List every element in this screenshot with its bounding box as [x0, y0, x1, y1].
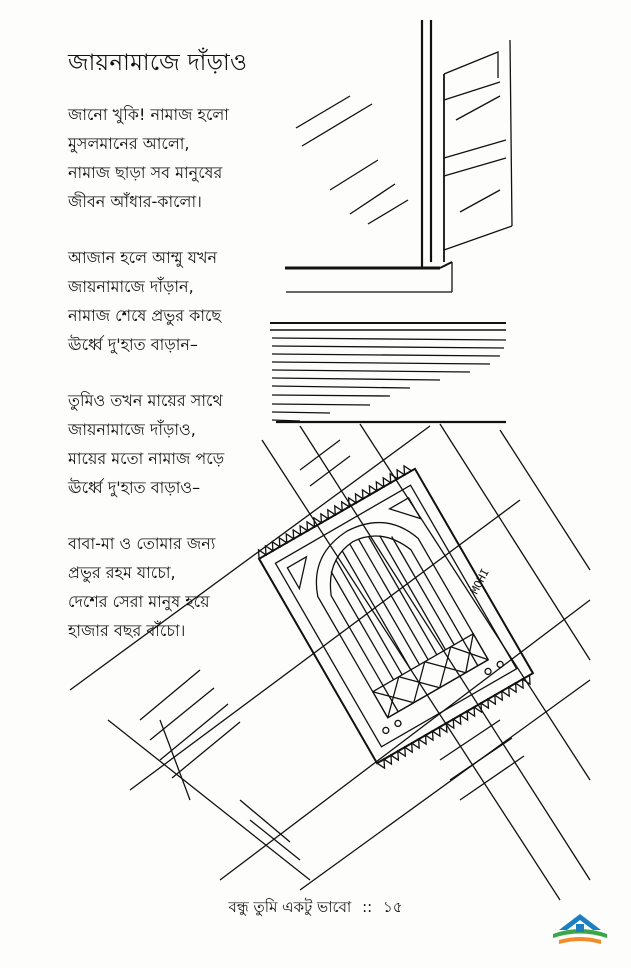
footer-separator: ::: [362, 898, 373, 916]
poem-line: দেশের সেরা মানুষ হয়ে: [68, 592, 210, 611]
poem-line: জানো খুকি! নামাজ হলো: [68, 105, 229, 124]
poem-line: বাবা-মা ও তোমার জন্য: [68, 534, 216, 553]
page-footer: [0, 896, 631, 921]
floor-planks: [270, 323, 506, 422]
poem-line: জীবন আঁধার-কালো।: [68, 192, 202, 211]
poem-line: জায়নামাজে দাঁড়াও,: [68, 420, 196, 439]
poem-line: হাজার বছর বাঁচো।: [68, 621, 186, 640]
poem-line: নামাজ শেষে প্রভুর কাছে: [68, 306, 222, 325]
poem-line: আজান হলে আম্মু যখন: [68, 248, 218, 267]
poem-line: মুসলমানের আলো,: [68, 134, 190, 153]
artist-signature: MOHI: [468, 566, 492, 597]
poem-line: মায়ের মতো নামাজ পড়ে: [68, 449, 225, 468]
window-drawing: [285, 20, 512, 292]
poem-line: ঊর্ধ্বে দু'হাত বাড়ান–: [68, 335, 198, 354]
poem-line: ঊর্ধ্বে দু'হাত বাড়াও–: [68, 478, 201, 497]
book-title: বন্ধু তুমি একটু ভাবো: [228, 898, 352, 916]
poem-line: জায়নামাজে দাঁড়ান,: [68, 277, 194, 296]
poem-line: তুমিও তখন মায়ের সাথে: [68, 391, 223, 410]
page-number: ১৫: [382, 898, 403, 916]
poem-line: প্রভুর রহম যাচো,: [68, 563, 176, 582]
publisher-logo-icon: [545, 910, 615, 950]
page-title: জায়নামাজে দাঁড়াও: [68, 50, 248, 76]
poem-line: নামাজ ছাড়া সব মানুষের: [68, 163, 223, 182]
